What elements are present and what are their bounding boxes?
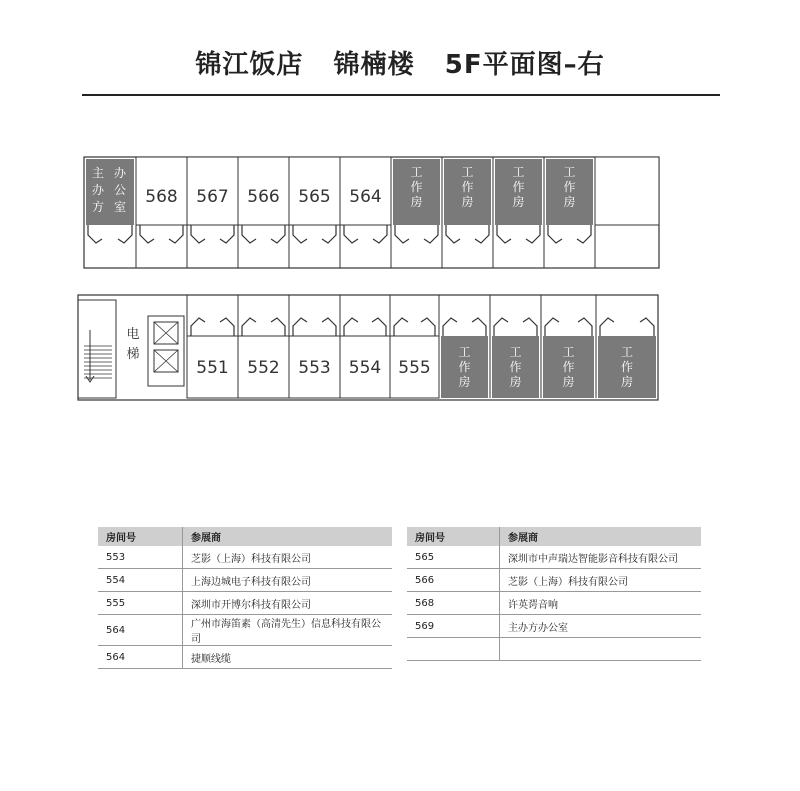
exhibitor-cell: 捷顺线缆	[183, 646, 393, 669]
room-label: 主	[91, 166, 105, 180]
exhibitor-cell: 广州市海笛素（高清先生）信息科技有限公司	[183, 615, 393, 646]
table-header-room: 房间号	[98, 527, 183, 546]
exhibitor-table-left	[98, 527, 392, 669]
room-label: 方	[91, 200, 105, 214]
room-label: 工	[461, 165, 474, 179]
room-label: 作	[563, 180, 576, 194]
exhibitor-cell: 深圳市开博尔科技有限公司	[183, 592, 393, 615]
door-symbol	[600, 318, 654, 336]
room-cell: 565	[407, 546, 500, 569]
elevator-label: 电	[126, 327, 140, 342]
door-symbol	[344, 318, 386, 336]
room-label: 作	[512, 180, 525, 194]
table-row	[407, 592, 701, 615]
door-symbol	[293, 225, 336, 243]
room-number: 555	[398, 358, 431, 378]
room-number: 568	[145, 187, 178, 207]
room-cell: 568	[407, 592, 500, 615]
door-symbol	[395, 225, 438, 243]
room-label: 工	[563, 165, 576, 179]
table-row	[98, 592, 392, 615]
room-number: 566	[247, 187, 280, 207]
table-row	[98, 646, 392, 669]
room-cell: 555	[98, 592, 183, 615]
room-label: 房	[410, 195, 423, 209]
table-header-room: 房间号	[407, 527, 500, 546]
exhibitor-cell: 芝影（上海）科技有限公司	[183, 546, 393, 569]
table-header-exhibitor: 参展商	[183, 527, 393, 546]
room-label: 作	[410, 180, 423, 194]
exhibitor-cell: 主办方办公室	[500, 615, 702, 638]
room-label: 作	[562, 360, 575, 374]
exhibitor-cell	[500, 638, 702, 661]
room-label: 工	[509, 345, 522, 359]
room-cell: 564	[98, 615, 183, 646]
room-number: 565	[298, 187, 331, 207]
title-building: 锦楠楼	[333, 50, 415, 80]
table-row	[407, 615, 701, 638]
table-row	[407, 546, 701, 569]
door-symbol	[293, 318, 336, 336]
table-row	[407, 638, 701, 661]
table-row	[98, 546, 392, 569]
room-number: 552	[247, 358, 280, 378]
room-label: 工	[562, 345, 575, 359]
door-symbol	[242, 225, 285, 243]
room	[595, 157, 659, 225]
exhibitor-cell: 深圳市中声瑞达智能影音科技有限公司	[500, 546, 702, 569]
room-label: 公	[113, 183, 127, 197]
room-label: 工	[620, 345, 634, 359]
room-number: 554	[348, 358, 382, 378]
room-label: 作	[458, 360, 471, 374]
room-label: 工	[410, 165, 423, 179]
room-label: 房	[512, 195, 525, 209]
room-cell: 566	[407, 569, 500, 592]
exhibitor-cell: 芝影（上海）科技有限公司	[500, 569, 702, 592]
stairs	[78, 300, 116, 398]
room-number: 553	[298, 358, 331, 378]
room-cell: 564	[98, 646, 183, 669]
table-header-exhibitor: 参展商	[500, 527, 702, 546]
room-label: 工	[512, 165, 525, 179]
door-symbol	[548, 225, 591, 243]
elevator-shaft	[148, 316, 184, 386]
room-label: 作	[461, 180, 474, 194]
room-number: 551	[196, 358, 229, 378]
room-label: 办	[113, 166, 127, 180]
door-symbol	[191, 318, 234, 336]
door-symbol	[140, 225, 183, 243]
room-label: 作	[509, 360, 522, 374]
door-symbol	[446, 225, 489, 243]
title-venue: 锦江饭店	[195, 50, 304, 80]
room-number: 567	[196, 187, 229, 207]
room-cell: 554	[98, 569, 183, 592]
room-label: 房	[620, 375, 634, 389]
room-label: 室	[113, 200, 127, 214]
room-label: 房	[458, 375, 471, 389]
door-symbol	[497, 225, 540, 243]
room-cell: 569	[407, 615, 500, 638]
room-cell	[407, 638, 500, 661]
door-symbol	[191, 225, 234, 243]
elevator-cross	[154, 350, 178, 372]
exhibitor-cell: 上海边城电子科技有限公司	[183, 569, 393, 592]
table-row	[407, 569, 701, 592]
room-label: 作	[620, 360, 634, 374]
room-label: 工	[458, 345, 471, 359]
door-symbol	[88, 225, 132, 243]
exhibitor-table-right	[407, 527, 701, 661]
elevator-label: 梯	[126, 347, 140, 362]
exhibitor-cell: 许英谔音响	[500, 592, 702, 615]
table-row	[98, 615, 392, 646]
door-symbol	[394, 318, 435, 336]
door-symbol	[494, 318, 537, 336]
door-symbol	[344, 225, 387, 243]
door-symbol	[443, 318, 486, 336]
room-label: 房	[461, 195, 474, 209]
title-floor: 5F平面图–右	[444, 50, 605, 80]
elevator-cross	[154, 322, 178, 344]
room-label: 房	[563, 195, 576, 209]
room-number: 564	[349, 187, 382, 207]
table-row	[98, 569, 392, 592]
door-symbol	[242, 318, 285, 336]
room-cell: 553	[98, 546, 183, 569]
room-label: 房	[509, 375, 522, 389]
room-label: 办	[91, 183, 105, 197]
door-symbol	[545, 318, 592, 336]
room-label: 房	[562, 375, 575, 389]
